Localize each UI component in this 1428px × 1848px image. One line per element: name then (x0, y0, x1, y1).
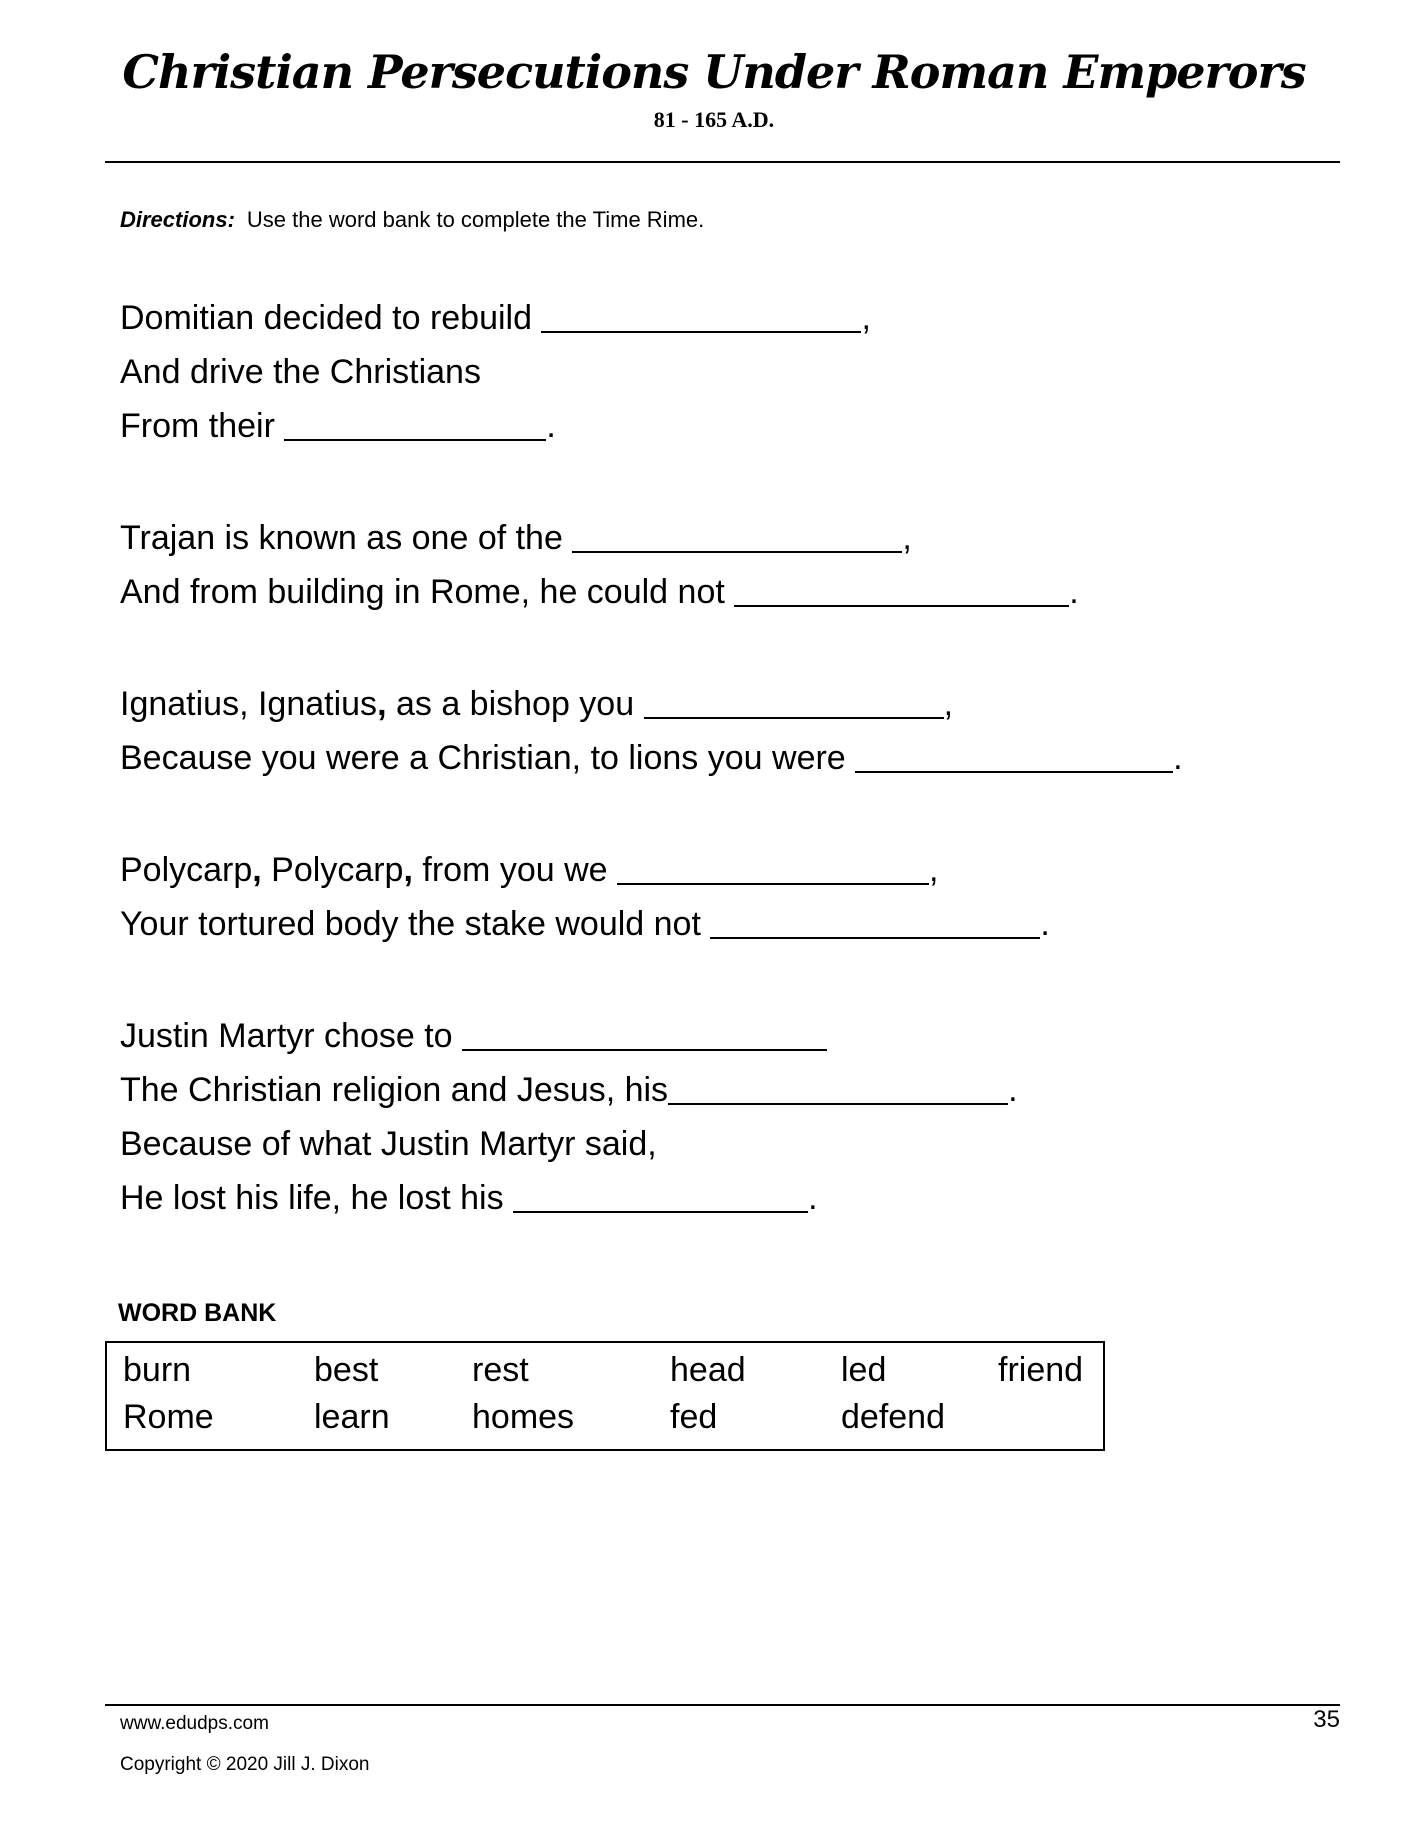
fill-in-blank (668, 1103, 1008, 1105)
poem-text: , (943, 685, 954, 723)
poem-stanza (120, 1009, 1428, 1225)
footer-copyright: Copyright © 2020 Jill J. Dixon (120, 1754, 370, 1775)
poem-line (120, 399, 1428, 453)
poem-text: Polycarp (120, 851, 253, 889)
poem-text: And from building in Rome, he could not (120, 573, 735, 611)
fill-in-blank (541, 331, 861, 333)
poem-text: . (808, 1179, 818, 1217)
fill-in-blank (710, 937, 1040, 939)
fill-in-blank (513, 1211, 808, 1213)
poem-text: , (861, 299, 871, 337)
poem-line (120, 345, 1428, 399)
poem-line (120, 565, 1428, 619)
poem-text: Justin Martyr chose to (120, 1017, 463, 1055)
fill-in-blank (644, 717, 944, 719)
poem-text: . (1008, 1071, 1018, 1109)
word-bank-row (123, 1347, 1103, 1394)
poem-text: From their (120, 407, 285, 445)
poem-text: The Christian religion and Jesus, his (120, 1071, 669, 1109)
fill-in-blank (855, 771, 1173, 773)
word-bank-word: friend (998, 1351, 1084, 1389)
poem-line (120, 1117, 1428, 1171)
poem-text: He lost his life, he lost his (120, 1179, 514, 1217)
fill-in-blank (462, 1049, 827, 1051)
word-bank-row (123, 1394, 1103, 1441)
poem-text: And drive the Christians (120, 353, 481, 391)
word-bank-word: fed (670, 1398, 718, 1436)
poem-text: , (403, 851, 413, 889)
fill-in-blank (734, 605, 1069, 607)
poem-text: , (929, 851, 939, 889)
page-subtitle: 81 - 165 A.D. (653, 107, 775, 132)
poem-text: as a bishop you (386, 685, 644, 723)
footer-website: www.edudps.com (120, 1713, 269, 1734)
fill-in-blank (572, 551, 902, 553)
poem-stanza (120, 511, 1428, 619)
poem-text: from you we (412, 851, 617, 889)
page-number: 35 (1313, 1706, 1340, 1733)
fill-in-blank (284, 439, 546, 441)
page-header (0, 0, 1428, 134)
page-title: Christian Persecutions Under Roman Emperors (122, 45, 1306, 99)
poem-line (120, 677, 1428, 731)
fill-in-blank (617, 883, 929, 885)
poem-text: . (1040, 905, 1050, 943)
poem-text: Domitian decided to rebuild (120, 299, 542, 337)
word-bank-box (105, 1341, 1105, 1451)
poem-text: . (546, 407, 556, 445)
poem-line (120, 731, 1428, 785)
poem-text: Trajan is known as one of the (120, 519, 573, 557)
poem-line (120, 1009, 1428, 1063)
poem-text: . (1173, 739, 1183, 777)
poem-line (120, 511, 1428, 565)
poem-text: Because of what Justin Martyr said, (120, 1125, 657, 1163)
poem (120, 291, 1428, 1225)
poem-line (120, 1171, 1428, 1225)
word-bank-word: head (670, 1351, 746, 1389)
directions-text: Use the word bank to complete the Time Rime. (246, 207, 705, 232)
poem-text: , (377, 685, 387, 723)
poem-line (120, 291, 1428, 345)
word-bank-word: defend (841, 1398, 945, 1436)
word-bank-label: WORD BANK (118, 1299, 277, 1327)
poem-stanza (120, 843, 1428, 951)
poem-text: . (1069, 573, 1079, 611)
word-bank-word: best (314, 1351, 379, 1389)
poem-stanza (120, 291, 1428, 453)
poem-line (120, 897, 1428, 951)
poem-line (120, 843, 1428, 897)
poem-text: Polycarp (261, 851, 404, 889)
poem-text: , (902, 519, 912, 557)
word-bank-word: learn (314, 1398, 390, 1436)
poem-stanza (120, 677, 1428, 785)
directions (120, 205, 1428, 235)
footer-rule (105, 1704, 1340, 1706)
word-bank-word: Rome (123, 1398, 214, 1436)
poem-text: Because you were a Christian, to lions you were (120, 739, 856, 777)
word-bank-word: led (841, 1351, 887, 1389)
word-bank-word: rest (472, 1351, 529, 1389)
word-bank-word: burn (123, 1351, 192, 1389)
poem-line (120, 1063, 1428, 1117)
poem-text: Your tortured body the stake would not (120, 905, 711, 943)
word-bank-word: homes (472, 1398, 575, 1436)
poem-text: , (252, 851, 262, 889)
word-bank-section (0, 1297, 1428, 1451)
header-rule (105, 161, 1340, 163)
poem-text: Ignatius, Ignatius (120, 685, 378, 723)
directions-label: Directions: (120, 207, 235, 232)
footer (120, 1712, 370, 1777)
